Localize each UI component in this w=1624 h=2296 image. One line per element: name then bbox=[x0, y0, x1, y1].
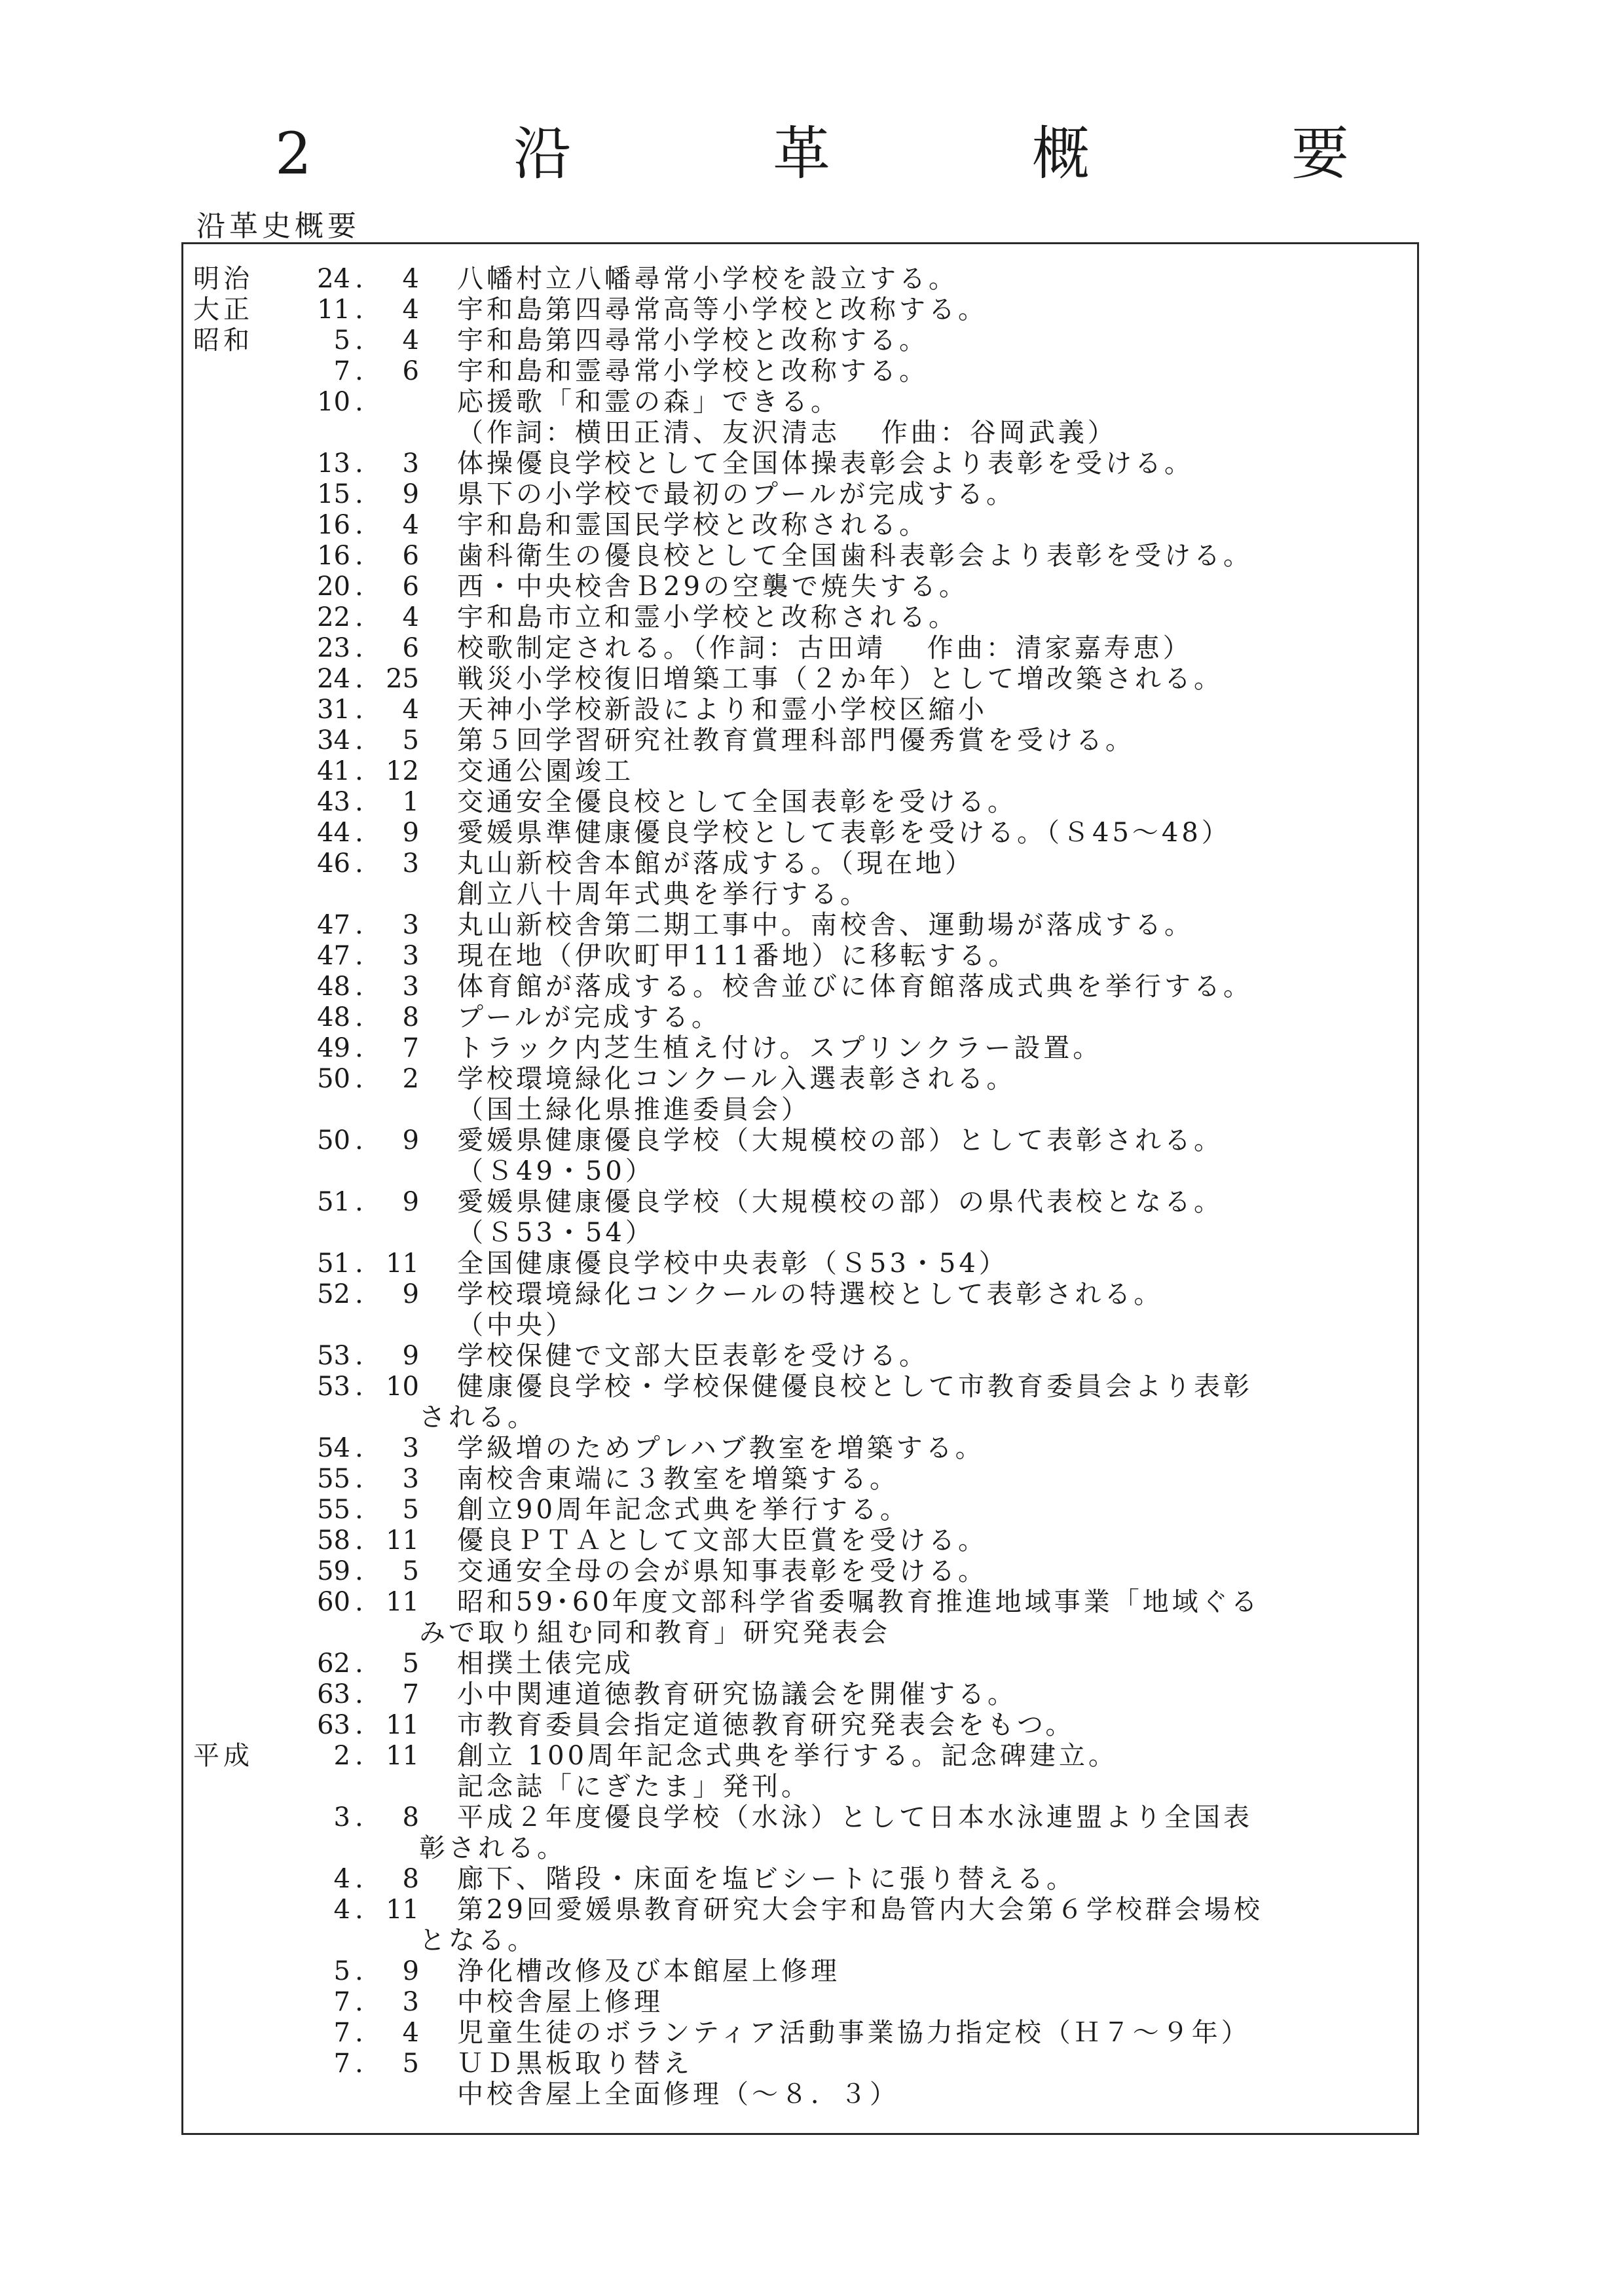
event-text: 宇和島和霊国民学校と改称される。 bbox=[457, 510, 929, 540]
history-row bbox=[183, 1864, 1417, 1895]
history-row bbox=[183, 756, 1417, 787]
year-value: 10 bbox=[317, 387, 350, 417]
month-value: 9 bbox=[402, 818, 419, 848]
history-row bbox=[183, 1372, 1417, 1402]
year-value: 5 bbox=[333, 1956, 350, 1986]
history-row bbox=[183, 1895, 1417, 1925]
history-row bbox=[183, 972, 1417, 1002]
year-value: 53 bbox=[317, 1341, 350, 1371]
year-value: 13 bbox=[317, 448, 350, 479]
event-text: 体育館が落成する。校舎並びに体育館落成式典を挙行する。 bbox=[457, 972, 1253, 1002]
month-value: 2 bbox=[402, 1064, 419, 1094]
event-text: 学級増のためプレハブ教室を増築する。 bbox=[457, 1433, 985, 1463]
event-text: 戦災小学校復旧増築工事（２か年）として増改築される。 bbox=[457, 664, 1223, 694]
year-separator: . bbox=[355, 1064, 363, 1094]
event-text: （Ｓ53・54） bbox=[457, 1218, 655, 1248]
year-value: 54 bbox=[317, 1433, 350, 1463]
event-text: 小中関連道徳教育研究協議会を開催する。 bbox=[457, 1679, 1017, 1709]
history-row bbox=[183, 479, 1417, 510]
year-value: 11 bbox=[317, 295, 350, 325]
year-value: 63 bbox=[317, 1679, 350, 1709]
history-row bbox=[183, 879, 1417, 910]
year-separator: . bbox=[355, 1864, 363, 1894]
history-row bbox=[183, 633, 1417, 664]
history-table bbox=[181, 242, 1419, 2135]
year-separator: . bbox=[355, 1987, 363, 2017]
month-value: 3 bbox=[402, 1464, 419, 1494]
history-row bbox=[183, 910, 1417, 941]
event-text: トラック内芝生植え付け。スプリンクラー設置。 bbox=[457, 1033, 1103, 1063]
year-separator: . bbox=[355, 1802, 363, 1832]
month-value: 7 bbox=[402, 1679, 419, 1709]
year-separator: . bbox=[355, 1895, 363, 1925]
month-value: 9 bbox=[402, 1956, 419, 1986]
event-text: みで取り組む同和教育」研究発表会 bbox=[419, 1618, 891, 1648]
month-value: 4 bbox=[402, 325, 419, 355]
history-row bbox=[183, 1618, 1417, 1649]
history-row bbox=[183, 1525, 1417, 1556]
event-text: 宇和島第四尋常小学校と改称する。 bbox=[457, 325, 929, 355]
year-separator: . bbox=[355, 356, 363, 386]
era-label: 大正 bbox=[193, 295, 253, 325]
year-separator: . bbox=[355, 1525, 363, 1556]
event-text: プールが完成する。 bbox=[457, 1002, 721, 1032]
year-value: 16 bbox=[317, 541, 350, 571]
event-text: 市教育委員会指定道徳教育研究発表会をもつ。 bbox=[457, 1710, 1075, 1740]
history-row bbox=[183, 818, 1417, 848]
month-value: 9 bbox=[402, 1187, 419, 1217]
month-value: 3 bbox=[402, 848, 419, 879]
year-separator: . bbox=[355, 1187, 363, 1217]
history-row bbox=[183, 1772, 1417, 1802]
event-text: 全国健康優良学校中央表彰（Ｓ53・54） bbox=[457, 1248, 1008, 1279]
history-row bbox=[183, 510, 1417, 541]
event-text: 児童生徒のボランティア活動事業協力指定校（Ｈ７～９年） bbox=[457, 2018, 1251, 2048]
month-value: 9 bbox=[402, 1341, 419, 1371]
era-label: 昭和 bbox=[193, 325, 253, 355]
event-text: 昭和59･60年度文部科学省委嘱教育推進地域事業「地域ぐる bbox=[457, 1587, 1261, 1617]
year-separator: . bbox=[355, 1279, 363, 1309]
year-value: 53 bbox=[317, 1372, 350, 1402]
history-row bbox=[183, 1710, 1417, 1741]
year-separator: . bbox=[355, 1679, 363, 1709]
year-separator: . bbox=[355, 1341, 363, 1371]
event-text: 宇和島第四尋常高等小学校と改称する。 bbox=[457, 295, 987, 325]
event-text: 丸山新校舎本館が落成する。（現在地） bbox=[457, 848, 974, 879]
event-text: 応援歌「和霊の森」できる。 bbox=[457, 387, 840, 417]
year-separator: . bbox=[355, 1649, 363, 1679]
event-text: 宇和島和霊尋常小学校と改称する。 bbox=[457, 356, 929, 386]
event-text: 天神小学校新設により和霊小学校区縮小 bbox=[457, 695, 987, 725]
event-text: 学校保健で文部大臣表彰を受ける。 bbox=[457, 1341, 929, 1371]
history-row bbox=[183, 1802, 1417, 1833]
history-row bbox=[183, 1587, 1417, 1618]
month-value: 6 bbox=[402, 541, 419, 571]
year-value: 23 bbox=[317, 633, 350, 663]
year-value: 31 bbox=[317, 695, 350, 725]
month-value: 3 bbox=[402, 972, 419, 1002]
year-separator: . bbox=[355, 295, 363, 325]
event-text: 愛媛県健康優良学校（大規模校の部）として表彰される。 bbox=[457, 1125, 1223, 1156]
year-value: 47 bbox=[317, 910, 350, 940]
year-separator: . bbox=[355, 448, 363, 479]
year-separator: . bbox=[355, 2049, 363, 2079]
event-text: 相撲土俵完成 bbox=[457, 1649, 634, 1679]
year-value: 24 bbox=[317, 264, 350, 294]
year-separator: . bbox=[355, 941, 363, 971]
year-separator: . bbox=[355, 387, 363, 417]
month-value: 25 bbox=[386, 664, 419, 694]
month-value: 3 bbox=[402, 1433, 419, 1463]
year-value: 48 bbox=[317, 972, 350, 1002]
year-value: 51 bbox=[317, 1187, 350, 1217]
year-value: 60 bbox=[317, 1587, 350, 1617]
era-label: 明治 bbox=[193, 264, 253, 294]
year-separator: . bbox=[355, 1002, 363, 1032]
year-separator: . bbox=[355, 479, 363, 509]
month-value: 9 bbox=[402, 1125, 419, 1156]
year-value: 34 bbox=[317, 725, 350, 756]
month-value: 6 bbox=[402, 633, 419, 663]
history-row bbox=[183, 1556, 1417, 1587]
month-value: 11 bbox=[386, 1895, 419, 1925]
year-value: 4 bbox=[333, 1864, 350, 1894]
year-separator: . bbox=[355, 1587, 363, 1617]
history-row bbox=[183, 1433, 1417, 1464]
history-row bbox=[183, 1033, 1417, 1064]
era-label: 平成 bbox=[193, 1741, 253, 1771]
year-value: 55 bbox=[317, 1464, 350, 1494]
year-value: 59 bbox=[317, 1556, 350, 1586]
history-row bbox=[183, 1987, 1417, 2018]
year-value: 20 bbox=[317, 572, 350, 602]
month-value: 5 bbox=[402, 1495, 419, 1525]
section-label: 沿革史概要 bbox=[196, 210, 360, 243]
month-value: 4 bbox=[402, 602, 419, 632]
year-separator: . bbox=[355, 510, 363, 540]
event-text: 平成２年度優良学校（水泳）として日本水泳連盟より全国表 bbox=[457, 1802, 1253, 1832]
history-row bbox=[183, 1064, 1417, 1095]
event-text: 県下の小学校で最初のプールが完成する。 bbox=[457, 479, 1016, 509]
event-text: 歯科衛生の優良校として全国歯科表彰会より表彰を受ける。 bbox=[457, 541, 1253, 571]
year-separator: . bbox=[355, 972, 363, 1002]
event-text: 愛媛県健康優良学校（大規模校の部）の県代表校となる。 bbox=[457, 1187, 1223, 1217]
event-text: （国土緑化県推進委員会） bbox=[457, 1095, 811, 1125]
history-row bbox=[183, 1279, 1417, 1310]
year-separator: . bbox=[355, 1956, 363, 1986]
year-separator: . bbox=[355, 1433, 363, 1463]
year-separator: . bbox=[355, 1556, 363, 1586]
event-text: 健康優良学校・学校保健優良校として市教育委員会より表彰 bbox=[457, 1372, 1253, 1402]
year-value: 7 bbox=[333, 1987, 350, 2017]
event-text: される。 bbox=[419, 1402, 537, 1432]
history-row bbox=[183, 1341, 1417, 1372]
event-text: 中校舎屋上全面修理（～８．３） bbox=[457, 2079, 899, 2109]
history-row bbox=[183, 2018, 1417, 2049]
history-row bbox=[183, 572, 1417, 602]
history-row bbox=[183, 848, 1417, 879]
event-text: 創立90周年記念式典を挙行する。 bbox=[457, 1495, 910, 1525]
year-value: 51 bbox=[317, 1248, 350, 1279]
month-value: 3 bbox=[402, 1987, 419, 2017]
year-separator: . bbox=[355, 787, 363, 817]
event-text: 愛媛県準健康優良学校として表彰を受ける。（Ｓ45～48） bbox=[457, 818, 1231, 848]
year-separator: . bbox=[355, 1125, 363, 1156]
event-text: 創立 100周年記念式典を挙行する。記念碑建立。 bbox=[457, 1741, 1118, 1771]
year-value: 7 bbox=[333, 2049, 350, 2079]
history-row bbox=[183, 448, 1417, 479]
year-value: 3 bbox=[333, 1802, 350, 1832]
year-separator: . bbox=[355, 818, 363, 848]
year-separator: . bbox=[355, 725, 363, 756]
page-title: 2 沿 革 概 要 bbox=[275, 120, 1421, 187]
month-value: 5 bbox=[402, 1649, 419, 1679]
month-value: 11 bbox=[386, 1525, 419, 1556]
history-row bbox=[183, 1495, 1417, 1525]
year-separator: . bbox=[355, 756, 363, 786]
month-value: 11 bbox=[386, 1741, 419, 1771]
month-value: 12 bbox=[386, 756, 419, 786]
year-value: 52 bbox=[317, 1279, 350, 1309]
event-text: 交通安全母の会が県知事表彰を受ける。 bbox=[457, 1556, 987, 1586]
history-row bbox=[183, 325, 1417, 356]
event-text: 交通安全優良校として全国表彰を受ける。 bbox=[457, 787, 1017, 817]
event-text: 校歌制定される。（作詞：古田靖 作曲：清家嘉寿恵） bbox=[457, 633, 1192, 663]
event-text: 中校舎屋上修理 bbox=[457, 1987, 663, 2017]
year-value: 2 bbox=[333, 1741, 350, 1771]
month-value: 4 bbox=[402, 510, 419, 540]
event-text: 南校舎東端に３教室を増築する。 bbox=[457, 1464, 899, 1494]
history-row bbox=[183, 387, 1417, 418]
history-row bbox=[183, 1741, 1417, 1772]
month-value: 3 bbox=[402, 910, 419, 940]
event-text: 宇和島市立和霊小学校と改称される。 bbox=[457, 602, 958, 632]
history-row bbox=[183, 1310, 1417, 1341]
year-separator: . bbox=[355, 264, 363, 294]
history-row bbox=[183, 787, 1417, 818]
year-value: 4 bbox=[333, 1895, 350, 1925]
history-row bbox=[183, 725, 1417, 756]
history-row bbox=[183, 1248, 1417, 1279]
year-value: 7 bbox=[333, 356, 350, 386]
year-value: 5 bbox=[333, 325, 350, 355]
year-separator: . bbox=[355, 1710, 363, 1740]
month-value: 1 bbox=[402, 787, 419, 817]
month-value: 11 bbox=[386, 1587, 419, 1617]
event-text: 八幡村立八幡尋常小学校を設立する。 bbox=[457, 264, 958, 294]
history-row bbox=[183, 1925, 1417, 1956]
event-text: 体操優良学校として全国体操表彰会より表彰を受ける。 bbox=[457, 448, 1194, 479]
month-value: 5 bbox=[402, 725, 419, 756]
history-row bbox=[183, 602, 1417, 633]
year-value: 46 bbox=[317, 848, 350, 879]
year-separator: . bbox=[355, 1495, 363, 1525]
history-row bbox=[183, 664, 1417, 695]
history-row bbox=[183, 541, 1417, 572]
year-value: 24 bbox=[317, 664, 350, 694]
year-value: 44 bbox=[317, 818, 350, 848]
month-value: 8 bbox=[402, 1864, 419, 1894]
history-row bbox=[183, 1125, 1417, 1156]
year-value: 63 bbox=[317, 1710, 350, 1740]
event-text: 第29回愛媛県教育研究大会宇和島管内大会第６学校群会場校 bbox=[457, 1895, 1263, 1925]
event-text: （作詞：横田正清、友沢清志 作曲：谷岡武義） bbox=[457, 418, 1117, 448]
year-value: 48 bbox=[317, 1002, 350, 1032]
year-separator: . bbox=[355, 695, 363, 725]
event-text: 浄化槽改修及び本館屋上修理 bbox=[457, 1956, 840, 1986]
event-text: 彰される。 bbox=[419, 1833, 566, 1863]
year-separator: . bbox=[355, 541, 363, 571]
year-value: 43 bbox=[317, 787, 350, 817]
year-value: 16 bbox=[317, 510, 350, 540]
event-text: 優良ＰＴＡとして文部大臣賞を受ける。 bbox=[457, 1525, 987, 1556]
year-separator: . bbox=[355, 1741, 363, 1771]
history-row bbox=[183, 1833, 1417, 1864]
year-value: 49 bbox=[317, 1033, 350, 1063]
year-separator: . bbox=[355, 572, 363, 602]
month-value: 5 bbox=[402, 2049, 419, 2079]
history-row bbox=[183, 2079, 1417, 2110]
year-separator: . bbox=[355, 1464, 363, 1494]
event-text: 第５回学習研究社教育賞理科部門優秀賞を受ける。 bbox=[457, 725, 1135, 756]
month-value: 3 bbox=[402, 941, 419, 971]
month-value: 4 bbox=[402, 295, 419, 325]
month-value: 6 bbox=[402, 572, 419, 602]
history-rows bbox=[183, 264, 1417, 2110]
history-row bbox=[183, 1002, 1417, 1033]
history-row bbox=[183, 1156, 1417, 1187]
month-value: 4 bbox=[402, 695, 419, 725]
year-value: 58 bbox=[317, 1525, 350, 1556]
month-value: 8 bbox=[402, 1802, 419, 1832]
year-value: 22 bbox=[317, 602, 350, 632]
year-separator: . bbox=[355, 602, 363, 632]
event-text: 丸山新校舎第二期工事中。南校舎、運動場が落成する。 bbox=[457, 910, 1194, 940]
month-value: 4 bbox=[402, 264, 419, 294]
event-text: となる。 bbox=[419, 1925, 537, 1956]
event-text: ＵＤ黒板取り替え bbox=[457, 2049, 693, 2079]
year-value: 41 bbox=[317, 756, 350, 786]
month-value: 9 bbox=[402, 479, 419, 509]
year-value: 7 bbox=[333, 2018, 350, 2048]
year-separator: . bbox=[355, 1248, 363, 1279]
year-separator: . bbox=[355, 848, 363, 879]
history-row bbox=[183, 1649, 1417, 1679]
history-row bbox=[183, 2049, 1417, 2079]
history-row bbox=[183, 295, 1417, 325]
history-row bbox=[183, 1187, 1417, 1218]
event-text: （中央） bbox=[457, 1310, 575, 1340]
event-text: 学校環境緑化コンクールの特選校として表彰される。 bbox=[457, 1279, 1164, 1309]
month-value: 11 bbox=[386, 1248, 419, 1279]
history-row bbox=[183, 1956, 1417, 1987]
year-separator: . bbox=[355, 325, 363, 355]
history-row bbox=[183, 356, 1417, 387]
history-row bbox=[183, 1095, 1417, 1125]
month-value: 7 bbox=[402, 1033, 419, 1063]
event-text: 現在地（伊吹町甲111番地）に移転する。 bbox=[457, 941, 1018, 971]
year-value: 50 bbox=[317, 1064, 350, 1094]
history-row bbox=[183, 941, 1417, 972]
year-value: 50 bbox=[317, 1125, 350, 1156]
year-value: 47 bbox=[317, 941, 350, 971]
month-value: 3 bbox=[402, 448, 419, 479]
history-row bbox=[183, 418, 1417, 448]
event-text: 学校環境緑化コンクール入選表彰される。 bbox=[457, 1064, 1016, 1094]
history-row bbox=[183, 1464, 1417, 1495]
year-separator: . bbox=[355, 1033, 363, 1063]
event-text: 記念誌「にぎたま」発刊。 bbox=[457, 1772, 811, 1802]
history-row bbox=[183, 1402, 1417, 1433]
year-separator: . bbox=[355, 910, 363, 940]
history-row bbox=[183, 695, 1417, 725]
year-separator: . bbox=[355, 2018, 363, 2048]
year-separator: . bbox=[355, 664, 363, 694]
month-value: 4 bbox=[402, 2018, 419, 2048]
month-value: 5 bbox=[402, 1556, 419, 1586]
event-text: 廊下、階段・床面を塩ビシートに張り替える。 bbox=[457, 1864, 1076, 1894]
month-value: 6 bbox=[402, 356, 419, 386]
event-text: （Ｓ49・50） bbox=[457, 1156, 655, 1186]
year-value: 55 bbox=[317, 1495, 350, 1525]
month-value: 9 bbox=[402, 1279, 419, 1309]
month-value: 8 bbox=[402, 1002, 419, 1032]
month-value: 11 bbox=[386, 1710, 419, 1740]
year-separator: . bbox=[355, 633, 363, 663]
event-text: 創立八十周年式典を挙行する。 bbox=[457, 879, 870, 909]
year-value: 62 bbox=[317, 1649, 350, 1679]
year-separator: . bbox=[355, 1372, 363, 1402]
history-row bbox=[183, 264, 1417, 295]
event-text: 交通公園竣工 bbox=[457, 756, 634, 786]
history-row bbox=[183, 1218, 1417, 1248]
month-value: 10 bbox=[386, 1372, 419, 1402]
year-value: 15 bbox=[317, 479, 350, 509]
event-text: 西・中央校舎Ｂ29の空襲で焼失する。 bbox=[457, 572, 969, 602]
history-row bbox=[183, 1679, 1417, 1710]
